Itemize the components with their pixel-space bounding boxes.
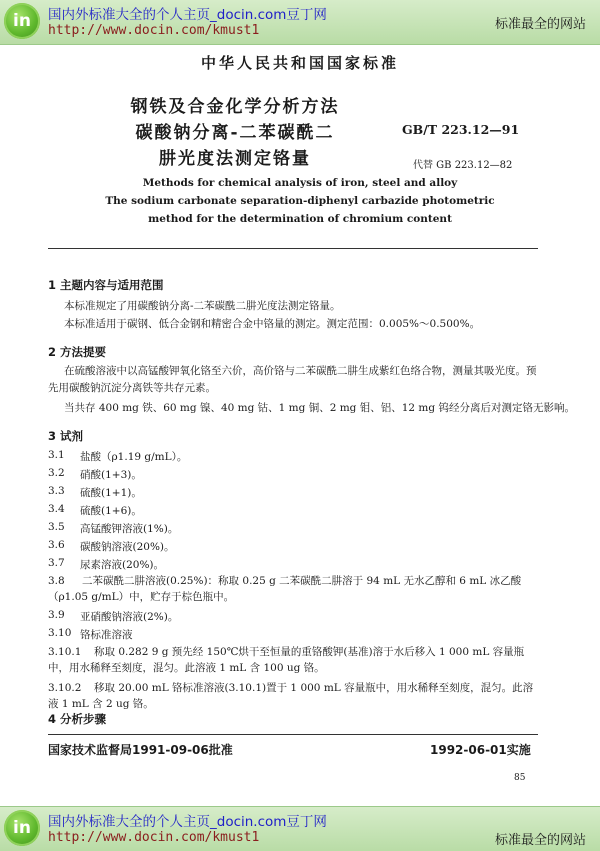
reagent-item-3-10-1 — [48, 644, 543, 676]
section-2-para-2: 当共存 400 mg 铁、60 mg 镍、40 mg 钴、1 mg 铜、2 mg 钼、铝、12 mg 钨经分离后对测定铬无影响。 — [64, 402, 575, 414]
reagent-item-text: 移取 20.00 mL 铬标准溶液(3.10.1)置于 1 000 mL 容量瓶中，用水稀释至刻度，混匀。此溶液 1 mL 含 2 ug 铬。 — [48, 682, 534, 710]
banner-slogan: 标准最全的网站 — [494, 833, 586, 848]
reagent-item-3-10-2 — [48, 680, 543, 712]
national-standard-heading: 中华人民共和国国家标准 — [200, 54, 399, 72]
header-divider — [48, 248, 538, 249]
item-number: 3.10 — [48, 627, 72, 639]
reagent-item: 硝酸(1+3)。 — [80, 469, 142, 481]
reagent-item-3-8 — [48, 573, 543, 605]
standard-code: GB/T 223.12—91 — [402, 122, 520, 137]
bottom-banner — [0, 806, 600, 851]
item-number: 3.10.2 — [48, 682, 82, 694]
reagent-item: 尿素溶液(20%)。 — [80, 559, 165, 571]
reagent-item-text: 称取 0.282 9 g 预先经 150℃烘干至恒量的重铬酸钾(基准)溶于水后移入 1 000 mL 容量瓶中，用水稀释至刻度，混匀。此溶液 1 mL 含 100 ug 铬。 — [48, 646, 525, 674]
banner-site-link[interactable]: 国内外标准大全的个人主页_docin.com豆丁网 — [48, 814, 327, 830]
implementation-date: 1992-06-01实施 — [430, 743, 531, 757]
item-number: 3.8 — [48, 575, 65, 587]
reagent-item: 盐酸（ρ1.19 g/mL）。 — [80, 451, 188, 463]
banner-url-link[interactable]: http://www.docin.com/kmust1 — [48, 830, 260, 845]
replaces-note: 代替 GB 223.12—82 — [413, 160, 513, 171]
banner-site-link[interactable]: 国内外标准大全的个人主页_docin.com豆丁网 — [48, 7, 327, 23]
item-number: 3.3 — [48, 485, 65, 497]
section-1-para-2: 本标准适用于碳钢、低合金钢和精密合金中铬量的测定。测定范围：0.005%～0.500%。 — [64, 318, 481, 330]
approval-date: 国家技术监督局1991-09-06批准 — [48, 743, 233, 757]
section-1-para-1: 本标准规定了用碳酸钠分离-二苯碳酰二肼光度法测定铬量。 — [64, 300, 341, 312]
footer-divider — [48, 734, 538, 735]
item-number: 3.7 — [48, 557, 65, 569]
top-banner — [0, 0, 600, 45]
item-number: 3.2 — [48, 467, 65, 479]
banner-slogan: 标准最全的网站 — [494, 17, 586, 32]
reagent-item-text: 二苯碳酰二肼溶液(0.25%)：称取 0.25 g 二苯碳酰二肼溶于 94 mL 无水乙醇和 6 mL 冰乙酸（ρ1.05 g/mL）中，贮存于棕色瓶中。 — [48, 575, 522, 603]
docin-logo-icon[interactable]: in — [4, 810, 40, 846]
banner-url-link[interactable]: http://www.docin.com/kmust1 — [48, 23, 260, 38]
reagent-item: 碳酸钠溶液(20%)。 — [80, 541, 175, 553]
reagent-item: 硫酸(1+6)。 — [80, 505, 142, 517]
section-3-heading: 3 试剂 — [48, 429, 84, 443]
english-title-1: Methods for chemical analysis of iron, steel and alloy — [142, 177, 458, 189]
item-number: 3.10.1 — [48, 646, 82, 658]
item-number: 3.1 — [48, 449, 65, 461]
title-line-3: 肼光度法测定铬量 — [159, 149, 311, 169]
english-title-2: The sodium carbonate separation-diphenyl carbazide photometric — [105, 195, 495, 207]
item-number: 3.6 — [48, 539, 65, 551]
section-4-heading: 4 分析步骤 — [48, 712, 107, 726]
docin-logo-icon[interactable]: in — [4, 3, 40, 39]
english-title-3: method for the determination of chromium content — [148, 213, 452, 225]
page-number: 85 — [514, 773, 526, 783]
item-number: 3.4 — [48, 503, 65, 515]
section-1-heading: 1 主题内容与适用范围 — [48, 278, 164, 292]
section-2-heading: 2 方法提要 — [48, 345, 107, 359]
reagent-item: 亚硝酸钠溶液(2%)。 — [80, 611, 179, 623]
reagent-item: 高锰酸钾溶液(1%)。 — [80, 523, 179, 535]
item-number: 3.5 — [48, 521, 65, 533]
reagent-item: 铬标准溶液 — [80, 629, 133, 641]
item-number: 3.9 — [48, 609, 65, 621]
reagent-item: 硫酸(1+1)。 — [80, 487, 142, 499]
title-line-2: 碳酸钠分离-二苯碳酰二 — [135, 123, 335, 143]
section-2-para-1: 在硫酸溶液中以高锰酸钾氧化铬至六价，高价铬与二苯碳酰二肼生成紫红色络合物，测量其吸光度。预先用碳酸钠沉淀分离铁等共存元素。 — [48, 365, 537, 394]
title-line-1: 钢铁及合金化学分析方法 — [130, 97, 340, 117]
